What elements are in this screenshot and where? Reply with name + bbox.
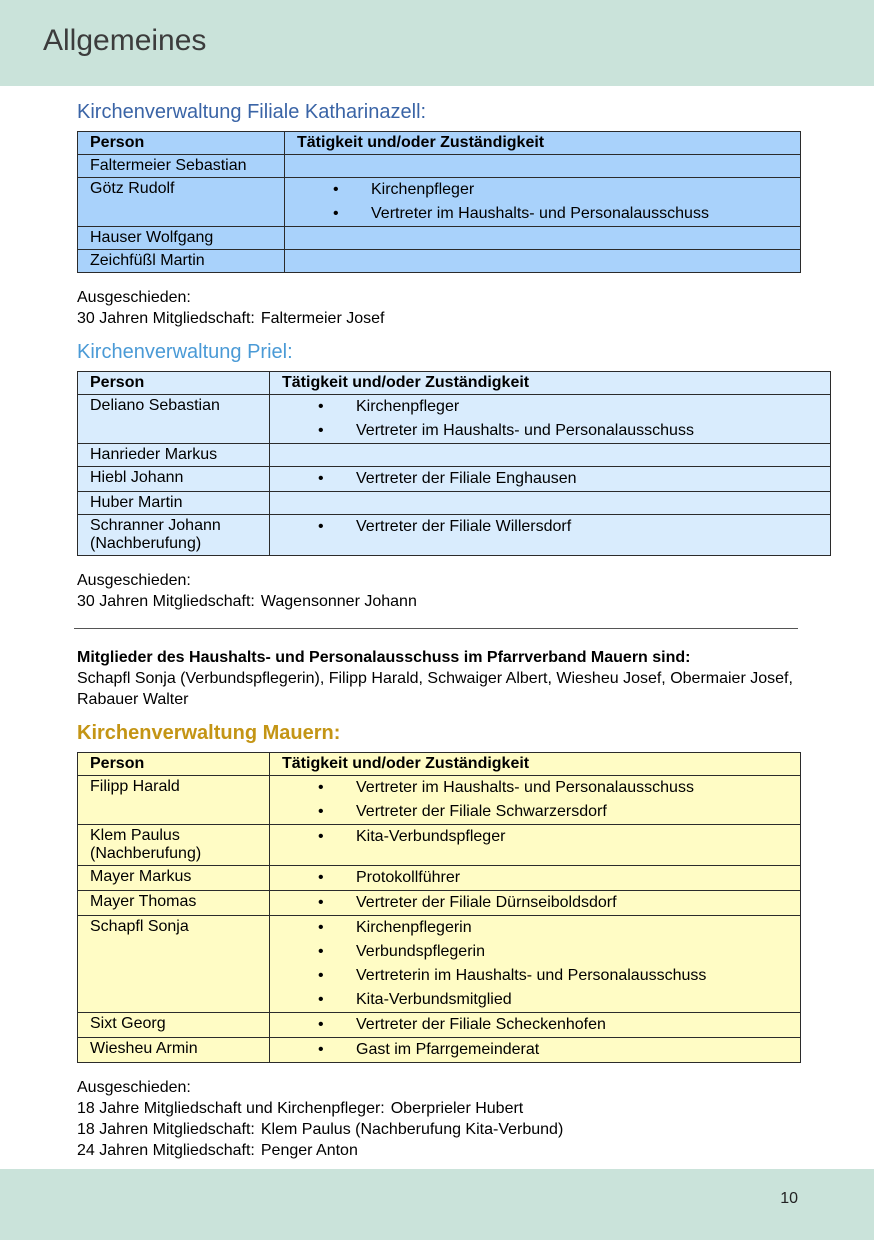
activity-item: • Vertreter der Filiale Enghausen xyxy=(300,467,818,491)
activity-item: • Kirchenpflegerin xyxy=(300,916,788,940)
activity-list xyxy=(315,178,788,226)
table-header-row xyxy=(78,132,801,155)
departed-entry-name: Faltermeier Josef xyxy=(260,310,385,327)
activity-item: • Protokollführer xyxy=(300,866,788,890)
activity-list xyxy=(300,866,788,890)
column-header-person: Person xyxy=(78,372,270,395)
table-row xyxy=(78,891,801,916)
activity-cell xyxy=(270,891,801,916)
table-header-row xyxy=(78,753,801,776)
departed-entry-label: 30 Jahren Mitgliedschaft: xyxy=(77,310,255,327)
activity-list xyxy=(300,1013,788,1037)
activity-cell xyxy=(270,467,831,492)
person-cell: Schranner Johann (Nachberufung) xyxy=(78,515,270,556)
person-cell: Hiebl Johann xyxy=(78,467,270,492)
departed-entry-label: 24 Jahren Mitgliedschaft: xyxy=(77,1142,255,1159)
activity-item: • Vertreter im Haushalts- und Personalausschuss xyxy=(315,202,788,226)
departed-entry-name: Wagensonner Johann xyxy=(260,593,417,610)
departed-entry-name: Penger Anton xyxy=(260,1142,358,1159)
activity-list xyxy=(300,1038,788,1062)
departed-entry-label: 30 Jahren Mitgliedschaft: xyxy=(77,593,255,610)
committee-heading: Mitglieder des Haushalts- und Personalausschuss im Pfarrverband Mauern sind: xyxy=(77,649,691,666)
table-row xyxy=(78,492,831,515)
departed-entry xyxy=(77,591,837,612)
activity-item: • Vertreter der Filiale Schwarzersdorf xyxy=(300,800,788,824)
departed-label: Ausgeschieden: xyxy=(77,289,191,306)
departed-entry xyxy=(77,1119,837,1140)
departed-entry-name: Oberprieler Hubert xyxy=(390,1100,524,1117)
activity-item: • Vertreter der Filiale Scheckenhofen xyxy=(300,1013,788,1037)
table-row xyxy=(78,444,831,467)
person-cell: Götz Rudolf xyxy=(78,178,285,227)
activity-item: • Verbundspflegerin xyxy=(300,940,788,964)
table-priel xyxy=(77,371,831,556)
person-cell: Klem Paulus (Nachberufung) xyxy=(78,825,270,866)
activity-cell xyxy=(285,250,801,273)
section-title-priel: Kirchenverwaltung Priel: xyxy=(77,341,293,363)
activity-item: • Vertreter der Filiale Dürnseiboldsdorf xyxy=(300,891,788,915)
departed-entry xyxy=(77,1140,837,1161)
table-row xyxy=(78,1013,801,1038)
activity-cell xyxy=(270,492,831,515)
table-mauern xyxy=(77,752,801,1063)
activity-cell xyxy=(270,1038,801,1063)
table-row xyxy=(78,515,831,556)
header-band xyxy=(0,0,874,86)
departed-entry-name: Klem Paulus (Nachberufung Kita-Verbund) xyxy=(260,1121,564,1138)
person-cell: Hauser Wolfgang xyxy=(78,227,285,250)
column-header-person: Person xyxy=(78,753,270,776)
person-cell: Faltermeier Sebastian xyxy=(78,155,285,178)
activity-item: • Vertreter im Haushalts- und Personalausschuss xyxy=(300,776,788,800)
table-row xyxy=(78,395,831,444)
activity-item: • Vertreterin im Haushalts- und Personalausschuss xyxy=(300,964,788,988)
page-number: 10 xyxy=(780,1190,798,1207)
activity-list xyxy=(300,891,788,915)
activity-item: • Kita-Verbundspfleger xyxy=(300,825,788,849)
person-cell: Huber Martin xyxy=(78,492,270,515)
column-header-person: Person xyxy=(78,132,285,155)
section-divider xyxy=(74,628,798,629)
activity-item: • Vertreter der Filiale Willersdorf xyxy=(300,515,818,539)
activity-item: • Gast im Pfarrgemeinderat xyxy=(300,1038,788,1062)
person-cell: Sixt Georg xyxy=(78,1013,270,1038)
activity-list xyxy=(300,395,818,443)
committee-members xyxy=(77,647,837,710)
table-row xyxy=(78,776,801,825)
person-cell: Zeichfüßl Martin xyxy=(78,250,285,273)
departed-entry-label: 18 Jahren Mitgliedschaft: xyxy=(77,1121,255,1138)
departed-mauern xyxy=(77,1077,837,1161)
person-cell: Mayer Markus xyxy=(78,866,270,891)
activity-cell xyxy=(270,916,801,1013)
activity-item: • Vertreter im Haushalts- und Personalausschuss xyxy=(300,419,818,443)
column-header-activity: Tätigkeit und/oder Zuständigkeit xyxy=(270,753,801,776)
person-cell: Hanrieder Markus xyxy=(78,444,270,467)
person-cell: Wiesheu Armin xyxy=(78,1038,270,1063)
table-row xyxy=(78,250,801,273)
table-row xyxy=(78,825,801,866)
table-row xyxy=(78,866,801,891)
committee-member-list: Schapfl Sonja (Verbundspflegerin), Filipp Harald, Schwaiger Albert, Wiesheu Josef, Obermaier Josef, Rabauer Walter xyxy=(77,670,793,708)
person-cell: Filipp Harald xyxy=(78,776,270,825)
table-row xyxy=(78,1038,801,1063)
activity-cell xyxy=(285,155,801,178)
activity-cell xyxy=(270,776,801,825)
table-row xyxy=(78,155,801,178)
departed-label: Ausgeschieden: xyxy=(77,572,191,589)
person-cell: Deliano Sebastian xyxy=(78,395,270,444)
table-katharinazell xyxy=(77,131,801,273)
departed-entry xyxy=(77,308,837,329)
person-cell: Schapfl Sonja xyxy=(78,916,270,1013)
departed-priel xyxy=(77,570,837,612)
activity-list xyxy=(300,825,788,849)
table-row xyxy=(78,178,801,227)
activity-cell xyxy=(285,227,801,250)
page-title: Allgemeines xyxy=(43,24,207,57)
activity-item: • Kirchenpfleger xyxy=(315,178,788,202)
departed-katharinazell xyxy=(77,287,837,329)
activity-cell xyxy=(270,825,801,866)
departed-label: Ausgeschieden: xyxy=(77,1079,191,1096)
activity-list xyxy=(300,467,818,491)
activity-list xyxy=(300,515,818,539)
activity-list xyxy=(300,776,788,824)
activity-list xyxy=(300,916,788,1012)
section-title-katharinazell: Kirchenverwaltung Filiale Katharinazell: xyxy=(77,101,427,123)
footer-band xyxy=(0,1169,874,1240)
activity-item: • Kirchenpfleger xyxy=(300,395,818,419)
departed-entry xyxy=(77,1098,837,1119)
activity-cell xyxy=(270,515,831,556)
activity-cell xyxy=(270,444,831,467)
column-header-activity: Tätigkeit und/oder Zuständigkeit xyxy=(285,132,801,155)
activity-item: • Kita-Verbundsmitglied xyxy=(300,988,788,1012)
table-header-row xyxy=(78,372,831,395)
departed-entry-label: 18 Jahre Mitgliedschaft und Kirchenpfleger: xyxy=(77,1100,385,1117)
page-content xyxy=(77,100,837,1161)
activity-cell xyxy=(270,1013,801,1038)
table-row xyxy=(78,227,801,250)
activity-cell xyxy=(285,178,801,227)
activity-cell xyxy=(270,395,831,444)
column-header-activity: Tätigkeit und/oder Zuständigkeit xyxy=(270,372,831,395)
section-title-mauern: Kirchenverwaltung Mauern: xyxy=(77,722,341,744)
table-row xyxy=(78,467,831,492)
person-cell: Mayer Thomas xyxy=(78,891,270,916)
table-row xyxy=(78,916,801,1013)
activity-cell xyxy=(270,866,801,891)
